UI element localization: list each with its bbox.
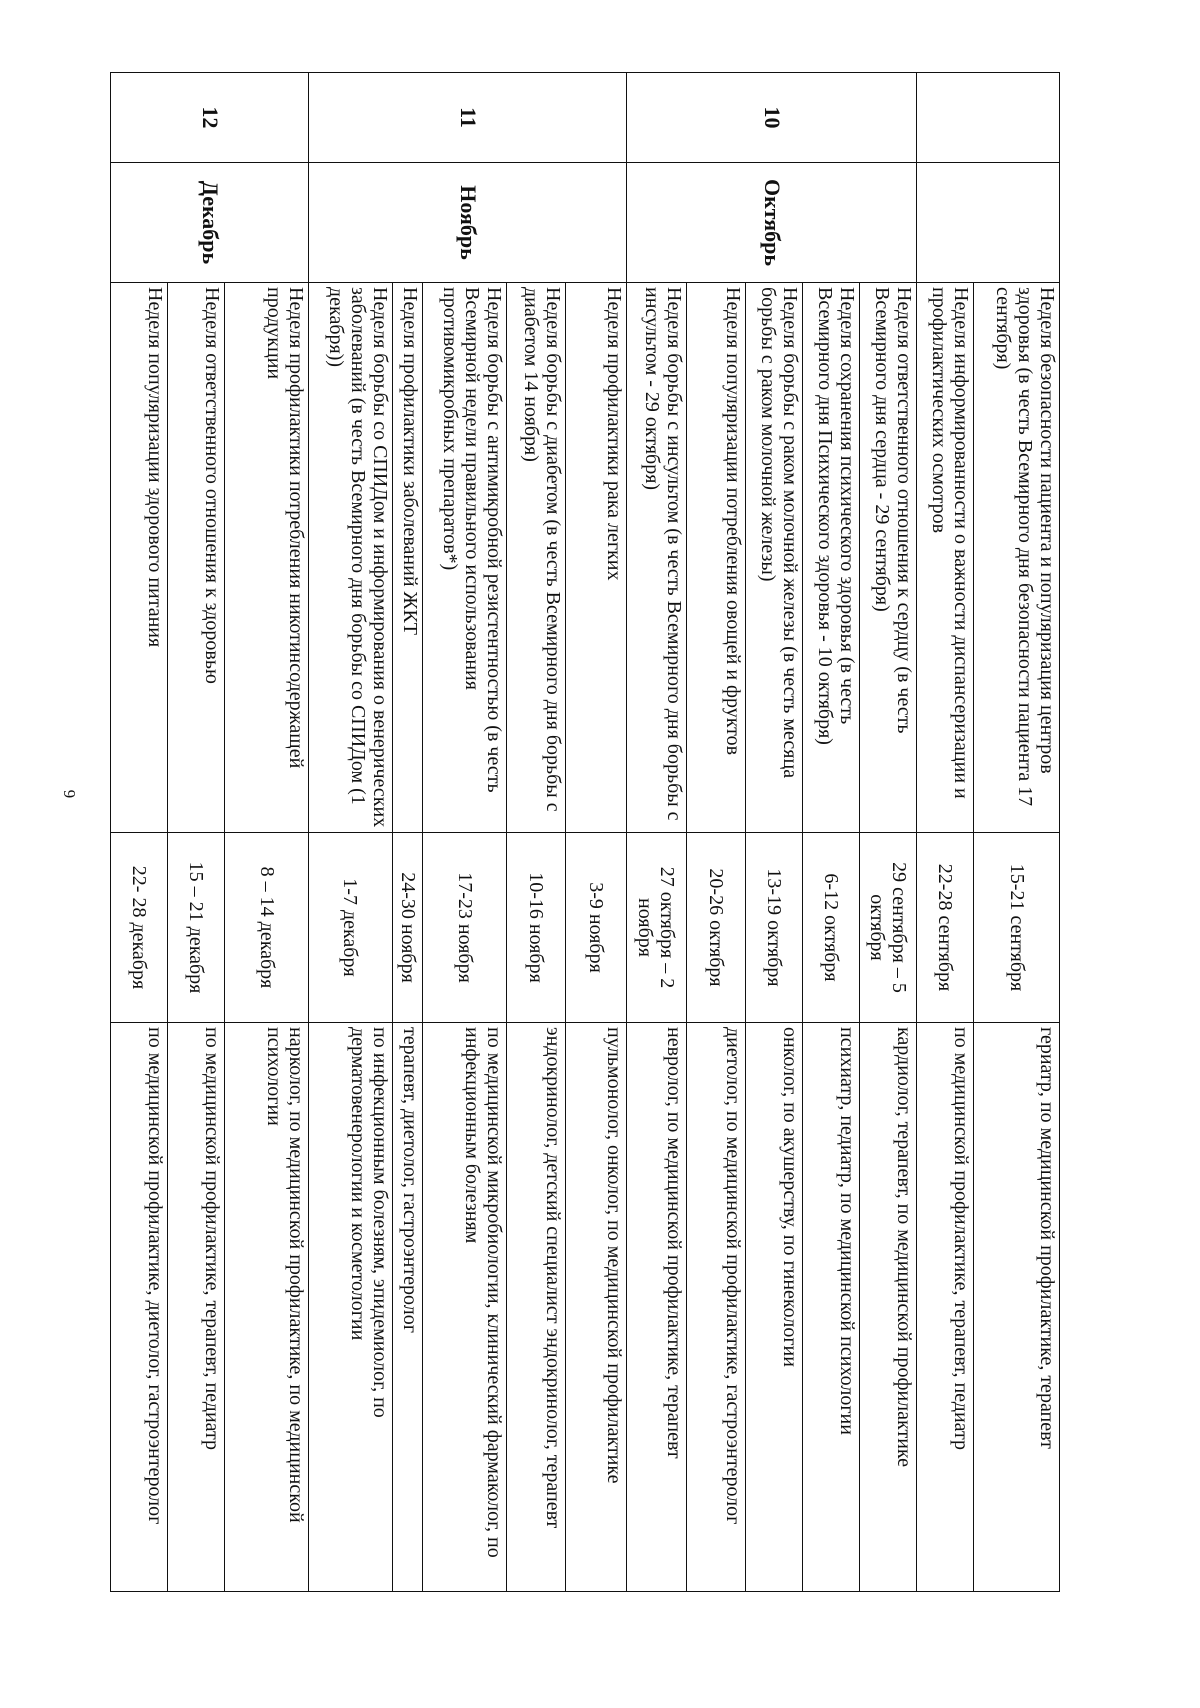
week-title-cell: Неделя борьбы со СПИДом и информирования о венерических заболеваний (в честь Всемирного дня борьбы со СПИДом (1 декабря)) — [309, 283, 393, 833]
dates-cell: 15-21 сентября — [974, 833, 1060, 1023]
table-row — [309, 73, 393, 1592]
month-name-cell: Октябрь — [627, 163, 917, 283]
dates-cell: 22-28 сентября — [917, 833, 974, 1023]
week-title-cell: Неделя борьбы с инсультом (в честь Всемирного дня борьбы с инсультом - 29 октября) — [627, 283, 686, 833]
month-number-cell — [917, 73, 1060, 163]
table-row — [627, 73, 686, 1592]
table-row — [686, 73, 745, 1592]
dates-cell: 6-12 октября — [802, 833, 859, 1023]
specialists-cell: по медицинской профилактике, терапевт, педиатр — [168, 1023, 225, 1592]
week-title-cell: Неделя борьбы с диабетом (в честь Всемирного дня борьбы с диабетом 14 ноября) — [507, 283, 566, 833]
week-title-cell: Неделя борьбы с раком молочной железы (в честь месяца борьбы с раком молочной железы) — [745, 283, 802, 833]
table-row — [802, 73, 859, 1592]
specialists-cell: кардиолог, терапевт, по медицинской профилактике — [860, 1023, 917, 1592]
dates-cell: 27 октября – 2 ноября — [627, 833, 686, 1023]
week-title-cell: Неделя профилактики заболеваний ЖКТ — [392, 283, 423, 833]
month-name-cell: Ноябрь — [309, 163, 627, 283]
month-number-cell: 12 — [111, 73, 309, 163]
dates-cell: 20-26 октября — [686, 833, 745, 1023]
week-title-cell: Неделя ответственного отношения к здоровью — [168, 283, 225, 833]
table-row — [225, 73, 309, 1592]
week-title-cell: Неделя сохранения психического здоровья (в честь Всемирного дня Психического здоровья - 10 октября) — [802, 283, 859, 833]
specialists-cell: невролог, по медицинской профилактике, терапевт — [627, 1023, 686, 1592]
week-title-cell: Неделя ответственного отношения к сердцу (в честь Всемирного дня сердца - 29 сентября) — [860, 283, 917, 833]
week-title-cell: Неделя профилактики рака легких — [566, 283, 627, 833]
table-row — [392, 73, 423, 1592]
specialists-cell: гериатр, по медицинской профилактике, терапевт — [974, 1023, 1060, 1592]
specialists-cell: психиатр, педиатр, по медицинской психологии — [802, 1023, 859, 1592]
table-row — [974, 73, 1060, 1592]
dates-cell: 15 – 21 декабря — [168, 833, 225, 1023]
dates-cell: 1-7 декабря — [309, 833, 393, 1023]
specialists-cell: по медицинской микробиологии, клинический фармаколог, по инфекционным болезням — [423, 1023, 507, 1592]
table-row — [745, 73, 802, 1592]
week-title-cell: Неделя популяризации здорового питания — [111, 283, 168, 833]
month-number-cell: 10 — [627, 73, 917, 163]
specialists-cell: по инфекционным болезням, эпидемиолог, по дерматовенерологии и косметологии — [309, 1023, 393, 1592]
health-weeks-table — [110, 72, 1060, 1592]
dates-cell: 10-16 ноября — [507, 833, 566, 1023]
specialists-cell: диетолог, по медицинской профилактике, гастроэнтеролог — [686, 1023, 745, 1592]
table-row — [111, 73, 168, 1592]
specialists-cell: нарколог, по медицинской профилактике, по медицинской психологии — [225, 1023, 309, 1592]
table-row — [860, 73, 917, 1592]
specialists-cell: пульмонолог, онколог, по медицинской профилактике — [566, 1023, 627, 1592]
dates-cell: 22- 28 декабря — [111, 833, 168, 1023]
week-title-cell: Неделя информированности о важности диспансеризации и профилактических осмотров — [917, 283, 974, 833]
week-title-cell: Неделя безопасности пациента и популяризация центров здоровья (в честь Всемирного дня безопасности пациента 17 сентября) — [974, 283, 1060, 833]
month-name-cell: Декабрь — [111, 163, 309, 283]
table-row — [917, 73, 974, 1592]
dates-cell: 24-30 ноября — [392, 833, 423, 1023]
specialists-cell: онколог, по акушерству, по гинекологии — [745, 1023, 802, 1592]
week-title-cell: Неделя популяризации потребления овощей и фруктов — [686, 283, 745, 833]
month-number-cell: 11 — [309, 73, 627, 163]
rotated-table-container — [110, 72, 1060, 1592]
specialists-cell: по медицинской профилактике, терапевт, педиатр — [917, 1023, 974, 1592]
table-row — [168, 73, 225, 1592]
week-title-cell: Неделя борьбы с антимикробной резистентностью (в честь Всемирной недели правильного использования противомикробных препаратов*) — [423, 283, 507, 833]
table-row — [423, 73, 507, 1592]
specialists-cell: терапевт, диетолог, гастроэнтеролог — [392, 1023, 423, 1592]
dates-cell: 13-19 октября — [745, 833, 802, 1023]
table-row — [566, 73, 627, 1592]
table-row — [507, 73, 566, 1592]
dates-cell: 29 сентября – 5 октября — [860, 833, 917, 1023]
week-title-cell: Неделя профилактики потребления никотинсодержащей продукции — [225, 283, 309, 833]
specialists-cell: по медицинской профилактике, диетолог, гастроэнтеролог — [111, 1023, 168, 1592]
dates-cell: 8 – 14 декабря — [225, 833, 309, 1023]
specialists-cell: эндокринолог, детский специалист эндокринолог, терапевт — [507, 1023, 566, 1592]
page-number: 6 — [60, 789, 79, 799]
month-name-cell — [917, 163, 1060, 283]
dates-cell: 3-9 ноября — [566, 833, 627, 1023]
dates-cell: 17-23 ноября — [423, 833, 507, 1023]
